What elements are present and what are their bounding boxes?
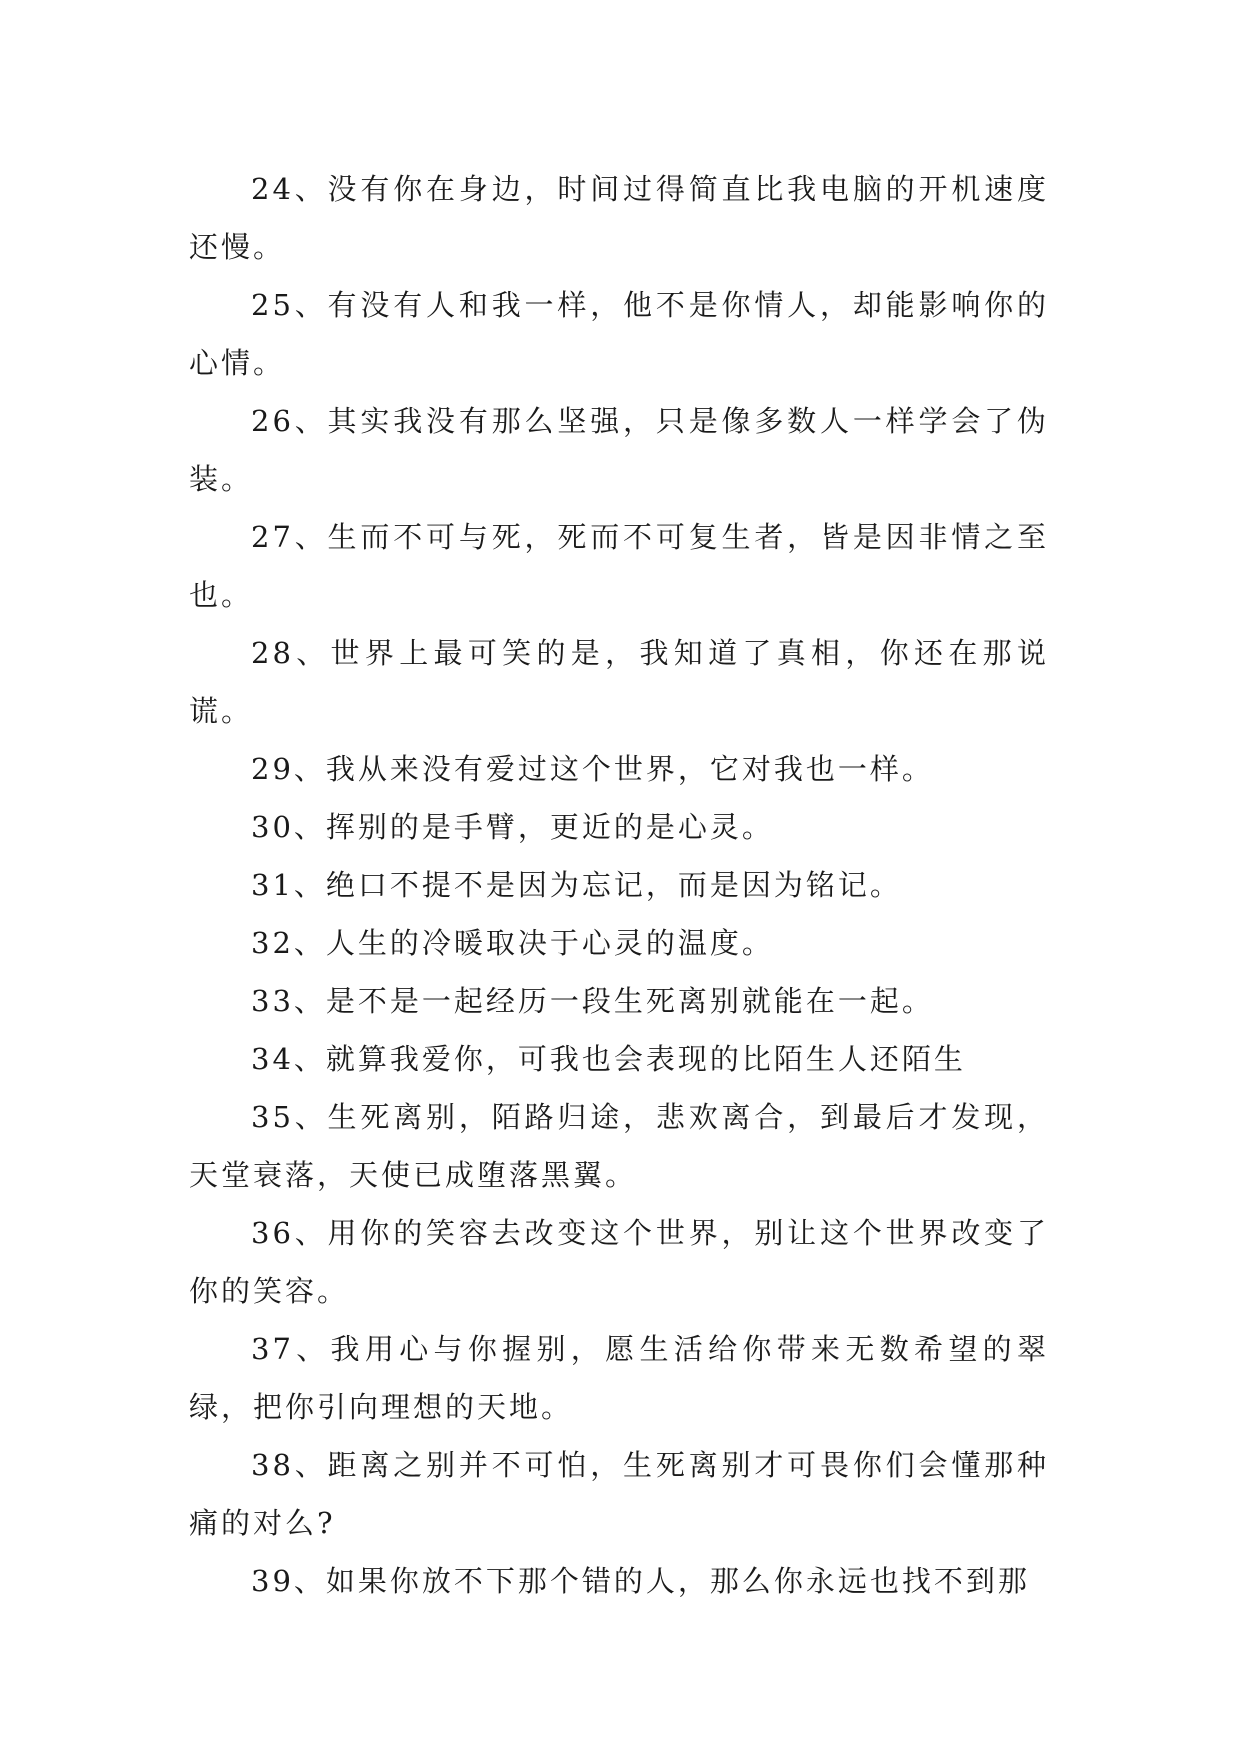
paragraph-27: 27、生而不可与死，死而不可复生者，皆是因非情之至也。 xyxy=(189,520,1049,612)
paragraph-24: 24、没有你在身边，时间过得简直比我电脑的开机速度还慢。 xyxy=(189,172,1049,264)
paragraph-33: 33、是不是一起经历一段生死离别就能在一起。 xyxy=(251,984,934,1018)
paragraph-36: 36、用你的笑容去改变这个世界，别让这个世界改变了你的笑容。 xyxy=(189,1216,1049,1308)
paragraph-25: 25、有没有人和我一样，他不是你情人，却能影响你的心情。 xyxy=(189,288,1049,380)
paragraph-35: 35、生死离别，陌路归途，悲欢离合，到最后才发现，天堂衰落，天使已成堕落黑翼。 xyxy=(189,1100,1049,1192)
paragraph-39: 39、如果你放不下那个错的人，那么你永远也找不到那 xyxy=(251,1564,1030,1598)
paragraph-32: 32、人生的冷暖取决于心灵的温度。 xyxy=(251,926,774,960)
paragraph-38: 38、距离之别并不可怕，生死离别才可畏你们会懂那种痛的对么? xyxy=(189,1448,1049,1540)
paragraph-29: 29、我从来没有爱过这个世界，它对我也一样。 xyxy=(251,752,934,786)
paragraph-30: 30、挥别的是手臂，更近的是心灵。 xyxy=(251,810,774,844)
paragraph-31: 31、绝口不提不是因为忘记，而是因为铭记。 xyxy=(251,868,902,902)
paragraph-28: 28、世界上最可笑的是，我知道了真相，你还在那说谎。 xyxy=(189,636,1049,728)
paragraph-34: 34、就算我爱你，可我也会表现的比陌生人还陌生 xyxy=(251,1042,966,1076)
paragraph-37: 37、我用心与你握别，愿生活给你带来无数希望的翠绿，把你引向理想的天地。 xyxy=(189,1332,1049,1424)
document-body xyxy=(189,160,1049,1610)
paragraph-26: 26、其实我没有那么坚强，只是像多数人一样学会了伪装。 xyxy=(189,404,1049,496)
